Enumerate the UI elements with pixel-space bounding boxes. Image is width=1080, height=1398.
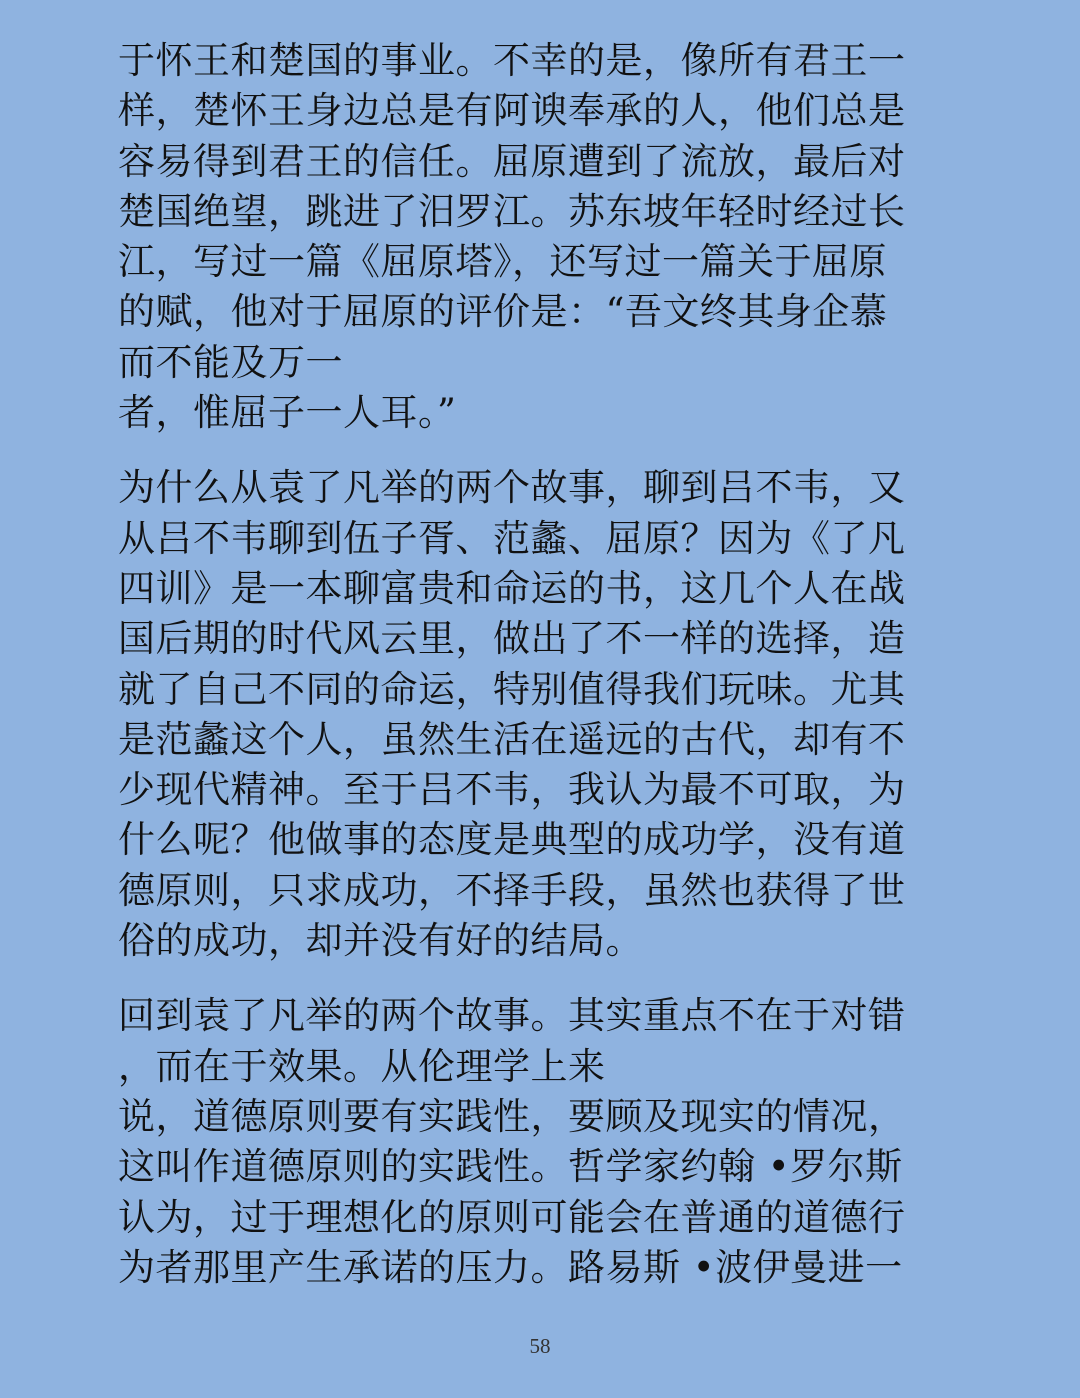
text-line: 为者那里产生承诺的压力。路易斯 •波伊曼进一 — [118, 1245, 903, 1289]
text-line: 为什么从袁了凡举的两个故事，聊到吕不韦，又 — [118, 466, 906, 510]
page-content — [118, 36, 948, 1293]
paragraph-3 — [118, 991, 948, 1293]
text-line: 回到袁了凡举的两个故事。其实重点不在于对错 — [118, 994, 906, 1038]
paragraph-2 — [118, 463, 948, 966]
text-line: 从吕不韦聊到伍子胥、范蠡、屈原？因为《了凡 — [118, 516, 906, 560]
text-line: 于怀王和楚国的事业。不幸的是，像所有君王一 — [118, 39, 906, 82]
text-line: ，而在于效果。从伦理学上来 — [118, 1044, 606, 1088]
paragraph-1 — [118, 36, 948, 438]
text-line: 认为，过于理想化的原则可能会在普通的道德行 — [118, 1195, 906, 1239]
text-line: 少现代精神。至于吕不韦，我认为最不可取，为 — [118, 768, 906, 812]
text-line: 国后期的时代风云里，做出了不一样的选择，造 — [118, 617, 906, 661]
page-number: 58 — [529, 1334, 551, 1358]
text-line: 四训》是一本聊富贵和命运的书，这几个人在战 — [118, 566, 906, 610]
text-line: 而不能及万一 — [118, 340, 343, 384]
text-line: 楚国绝望，跳进了汨罗江。苏东坡年轻时经过长 — [118, 189, 906, 233]
text-line: 是范蠡这个人，虽然生活在遥远的古代，却有不 — [118, 717, 906, 761]
text-line: 俗的成功，却并没有好的结局。 — [118, 919, 643, 963]
text-line: 容易得到君王的信任。屈原遭到了流放，最后对 — [118, 139, 906, 183]
text-line: 就了自己不同的命运，特别值得我们玩味。尤其 — [118, 667, 906, 711]
text-line: 者，惟屈子一人耳。” — [118, 391, 457, 435]
text-line: 说，道德原则要有实践性，要顾及现实的情况， — [118, 1094, 906, 1138]
text-line: 这叫作道德原则的实践性。哲学家约翰 •罗尔斯 — [118, 1145, 903, 1189]
text-line: 的赋，他对于屈原的评价是：“吾文终其身企慕 — [118, 290, 888, 334]
text-line: 什么呢？他做事的态度是典型的成功学，没有道 — [118, 818, 906, 862]
text-line: 样，楚怀王身边总是有阿谀奉承的人，他们总是 — [118, 89, 906, 133]
text-line: 江，写过一篇《屈原塔》，还写过一篇关于屈原 — [118, 240, 887, 284]
text-line: 德原则，只求成功，不择手段，虽然也获得了世 — [118, 868, 906, 912]
